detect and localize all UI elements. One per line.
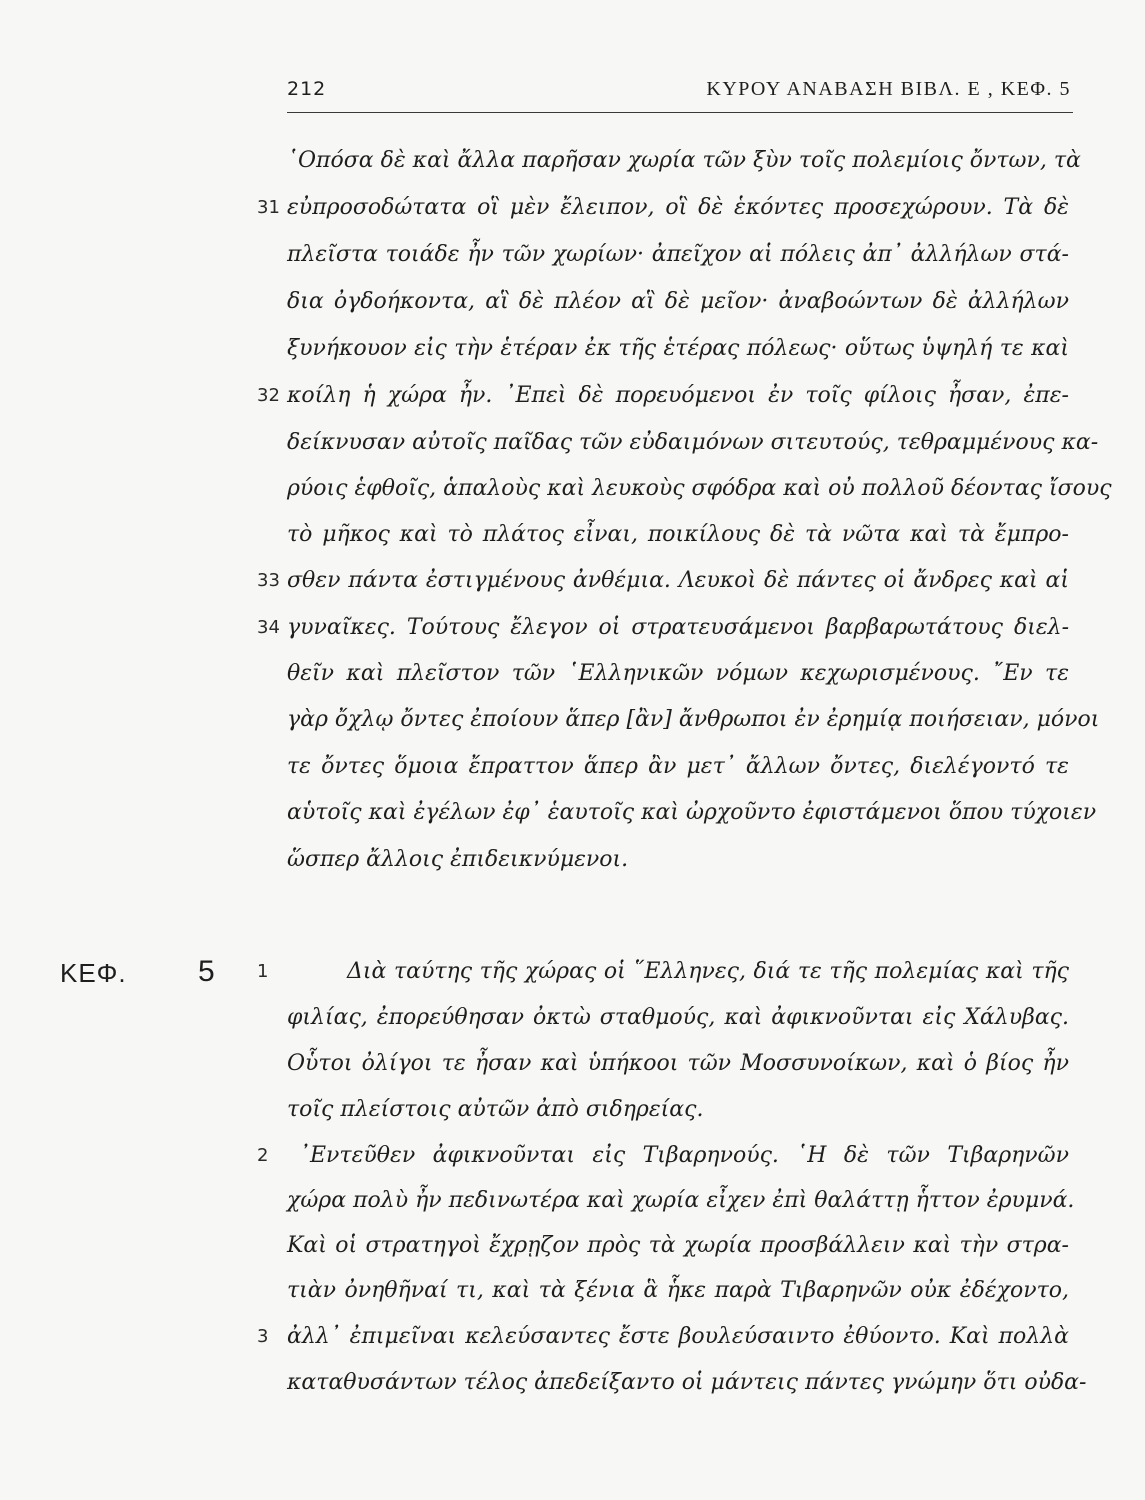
text-line: ῾Οπόσα δὲ καὶ ἄλλα παρῆσαν χωρία τῶν ξὺν τοῖς πολεμίοις ὄντων, τὰ <box>287 148 1081 173</box>
text-line: ἀλλ᾽ ἐπιμεῖναι κελεύσαντες ἔστε βουλεύσαιντο ἐθύοντο. Καὶ πολλὰ <box>287 1324 1069 1349</box>
chapter-number: 5 <box>198 955 215 988</box>
text-line: πλεῖστα τοιάδε ἦν τῶν χωρίων· ἀπεῖχον αἱ πόλεις ἀπ᾽ ἀλλήλων στά- <box>287 242 1069 267</box>
text-line: τιὰν ὀνηθῆναί τι, καὶ τὰ ξένια ἃ ἧκε παρὰ Τιβαρηνῶν οὐκ ἐδέχοντο, <box>287 1278 1069 1303</box>
text-line: καταθυσάντων τέλος ἀπεδείξαντο οἱ μάντεις πάντες γνώμην ὅτι οὐδα- <box>287 1370 1087 1395</box>
section-number: 2 <box>257 1145 269 1166</box>
page-header <box>287 78 1073 113</box>
text-line: κοίλη ἡ χώρα ἦν. ᾿Επεὶ δὲ πορευόμενοι ἐν τοῖς φίλοις ἦσαν, ἐπε- <box>287 383 1069 408</box>
page-number: 212 <box>287 78 327 100</box>
chapter-label: ΚΕΦ. <box>60 958 127 988</box>
text-line: εὐπροσοδώτατα οἳ μὲν ἔλειπον, οἳ δὲ ἑκόντες προσεχώρουν. Τὰ δὲ <box>287 195 1069 220</box>
text-line: τοῖς πλείστοις αὐτῶν ἀπὸ σιδηρείας. <box>287 1097 704 1122</box>
text-line: ρύοις ἑφθοῖς, ἁπαλοὺς καὶ λευκοὺς σφόδρα καὶ οὐ πολλοῦ δέοντας ἴσους <box>287 476 1112 501</box>
text-line: σθεν πάντα ἐστιγμένους ἀνθέμια. Λευκοὶ δὲ πάντες οἱ ἄνδρες καὶ αἱ <box>287 568 1069 593</box>
text-line: γὰρ ὄχλῳ ὄντες ἐποίουν ἅπερ [ἂν] ἄνθρωποι ἐν ἐρημίᾳ ποιήσειαν, μόνοι <box>287 707 1100 732</box>
text-line: θεῖν καὶ πλεῖστον τῶν ῾Ελληνικῶν νόμων κεχωρισμένους. ῎Εν τε <box>287 661 1069 686</box>
text-line: αὑτοῖς καὶ ἐγέλων ἐφ᾽ ἑαυτοῖς καὶ ὠρχοῦντο ἐφιστάμενοι ὅπου τύχοιεν <box>287 800 1097 825</box>
section-number: 1 <box>257 961 269 982</box>
text-line: τε ὄντες ὅμοια ἔπραττον ἅπερ ἂν μετ᾽ ἄλλων ὄντες, διελέγοντό τε <box>287 754 1069 779</box>
section-number: 34 <box>257 617 280 638</box>
section-number: 31 <box>257 197 280 218</box>
text-line: δείκνυσαν αὐτοῖς παῖδας τῶν εὐδαιμόνων σιτευτούς, τεθραμμένους κα- <box>287 430 1099 455</box>
text-line: γυναῖκες. Τούτους ἔλεγον οἱ στρατευσάμενοι βαρβαρωτάτους διελ- <box>287 615 1069 640</box>
text-line: τὸ μῆκος καὶ τὸ πλάτος εἶναι, ποικίλους δὲ τὰ νῶτα καὶ τὰ ἔμπρο- <box>287 522 1069 547</box>
text-line: Οὗτοι ὀλίγοι τε ἦσαν καὶ ὑπήκοοι τῶν Μοσσυνοίκων, καὶ ὁ βίος ἦν <box>287 1051 1069 1076</box>
text-line: χώρα πολὺ ἦν πεδινωτέρα καὶ χωρία εἶχεν ἐπὶ θαλάττῃ ἧττον ἐρυμνά. <box>287 1188 1075 1213</box>
text-line: ξυνήκουον εἰς τὴν ἑτέραν ἐκ τῆς ἑτέρας πόλεως· οὕτως ὑψηλή τε καὶ <box>287 336 1069 361</box>
text-line: ὥσπερ ἄλλοις ἐπιδεικνύμενοι. <box>287 847 629 872</box>
section-number: 33 <box>257 570 280 591</box>
text-line: δια ὀγδοήκοντα, αἳ δὲ πλέον αἳ δὲ μεῖον· ἀναβοώντων δὲ ἀλλήλων <box>287 289 1069 314</box>
section-number: 32 <box>257 385 280 406</box>
text-line: Διὰ ταύτης τῆς χώρας οἱ ῞Ελληνες, διά τε τῆς πολεμίας καὶ τῆς <box>347 959 1069 984</box>
section-number: 3 <box>257 1326 269 1347</box>
text-line: ᾿Εντεῦθεν ἀφικνοῦνται εἰς Τιβαρηνούς. ῾Η δὲ τῶν Τιβαρηνῶν <box>299 1143 1069 1168</box>
text-line: φιλίας, ἐπορεύθησαν ὀκτὼ σταθμούς, καὶ ἀφικνοῦνται εἰς Χάλυβας. <box>287 1005 1069 1030</box>
text-line: Καὶ οἱ στρατηγοὶ ἔχρῃζον πρὸς τὰ χωρία προσβάλλειν καὶ τὴν στρα- <box>287 1233 1069 1258</box>
running-head: ΚΥΡΟΥ ΑΝΑΒΑΣΗ ΒΙΒΛ. Ε , ΚΕΦ. 5 <box>706 78 1071 100</box>
